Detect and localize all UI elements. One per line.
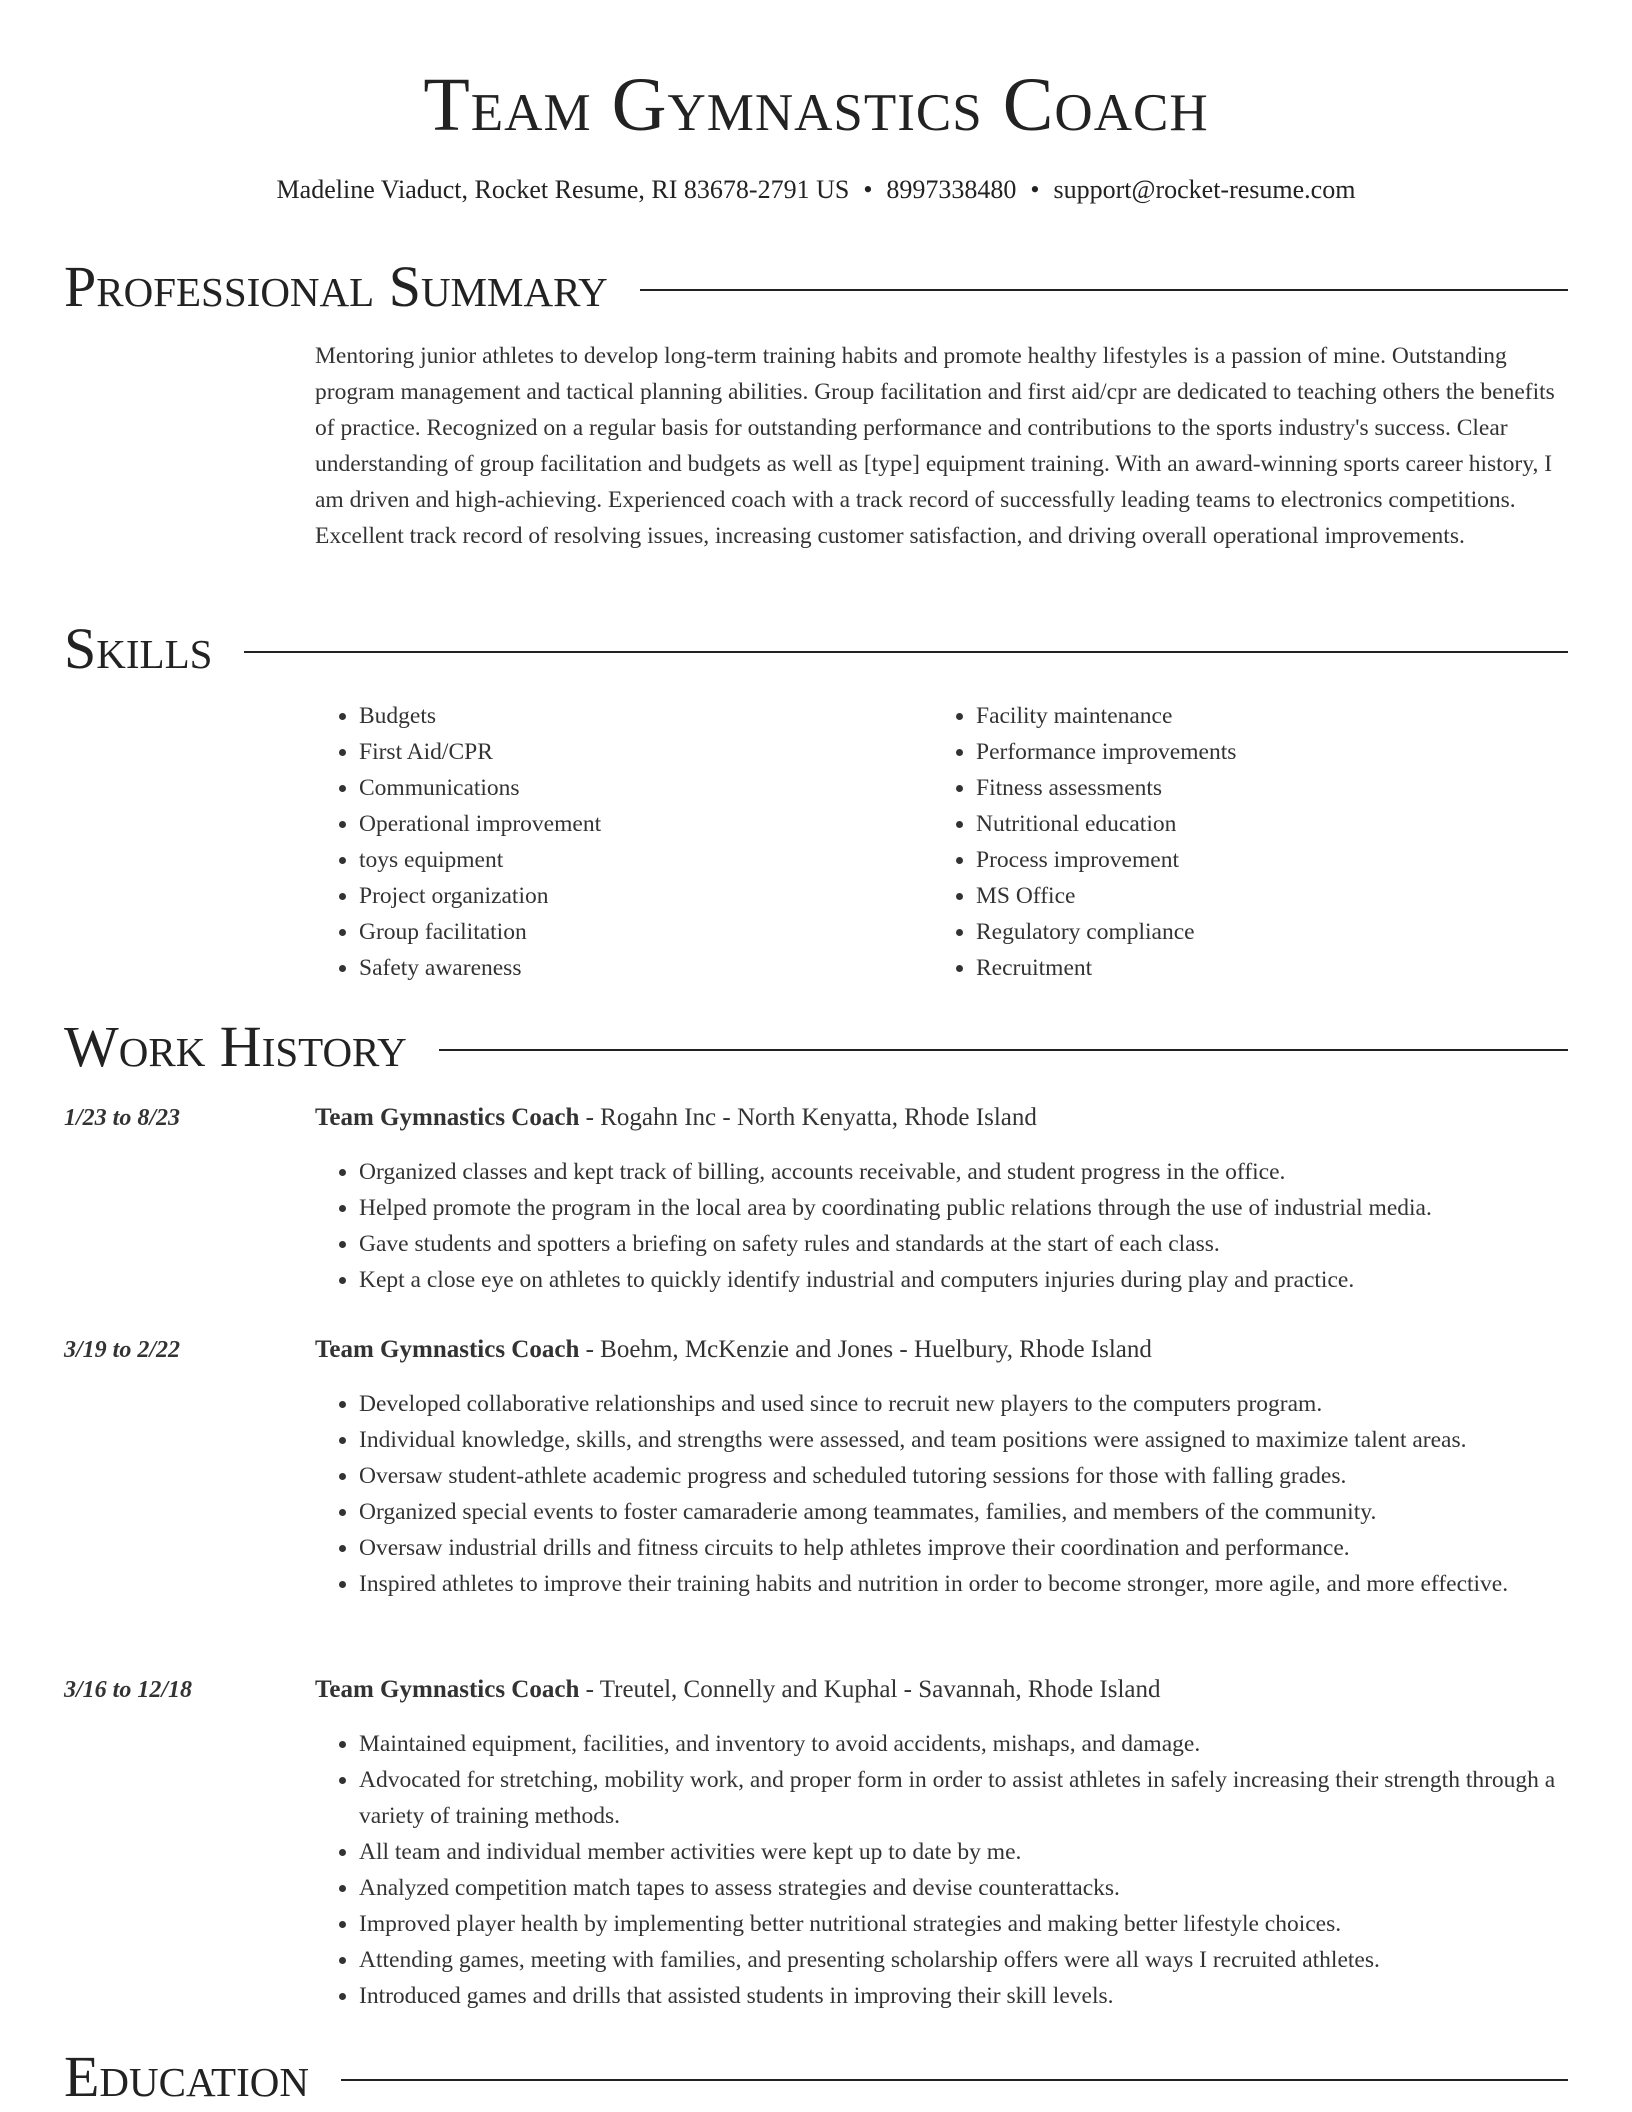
job-bullet: • Introduced games and drills that assisted students in improving their skill levels.: [359, 1978, 1565, 2014]
contact-line: [0, 172, 1632, 208]
summary-text: Mentoring junior athletes to develop long-term training habits and promote healthy lifestyles is a passion of mine. Outstanding program management and tactical planning abilities. Group facilitation and first aid/cpr are dedicated to teaching others the benefits of practice. Recognized on a regular basis for outstanding performance and contributions to the sports industry's success. Clear understanding of group facilitation and budgets as well as [type] equipment training. With an award-winning sports career history, I am driven and high-achieving. Experienced coach with a track record of successfully leading teams to electronics competitions. Excellent track record of resolving issues, increasing customer satisfaction, and driving overall operational improvements.: [315, 343, 1555, 549]
job-bullet: • Organized classes and kept track of billing, accounts receivable, and student progress in the office.: [359, 1154, 1565, 1190]
skill-item: • MS Office: [976, 878, 1549, 914]
skill-item: • Recruitment: [976, 950, 1549, 986]
contact-email: support@rocket-resume.com: [1053, 175, 1356, 204]
skill-item: • First Aid/CPR: [359, 734, 932, 770]
job-bullet: • Oversaw student-athlete academic progress and scheduled tutoring sessions for those with falling grades.: [359, 1458, 1565, 1494]
education-section-title: Education: [64, 2044, 309, 2109]
contact-phone: 8997338480: [886, 175, 1017, 204]
job-dates: 3/16 to 12/18: [64, 1677, 193, 1703]
summary-section-heading: [64, 252, 1568, 322]
job-bullet: • Developed collaborative relationships and used since to recruit new players to the computers program.: [359, 1386, 1565, 1422]
job-bullet: • Inspired athletes to improve their training habits and nutrition in order to become stronger, more agile, and more effective.: [359, 1566, 1565, 1602]
skills-column-left: [315, 698, 932, 986]
job-bullets: [315, 1154, 1565, 1298]
job-bullet: • Improved player health by implementing better nutritional strategies and making better lifestyle choices.: [359, 1906, 1565, 1942]
job-bullet: • Maintained equipment, facilities, and inventory to avoid accidents, mishaps, and damage.: [359, 1726, 1565, 1762]
job-bullet: • Advocated for stretching, mobility work, and proper form in order to assist athletes in safely increasing their strength through a variety of training methods.: [359, 1762, 1565, 1834]
skill-item: • Communications: [359, 770, 932, 806]
job-dates: 1/23 to 8/23: [64, 1105, 181, 1131]
section-divider: [439, 1049, 1568, 1051]
skills-section-heading: [64, 614, 1568, 684]
skill-item: • Safety awareness: [359, 950, 932, 986]
education-section-heading: [64, 2042, 1568, 2112]
job-bullet: • Attending games, meeting with families, and presenting scholarship offers were all ways I recruited athletes.: [359, 1942, 1565, 1978]
resume-title: Team Gymnastics Coach: [423, 63, 1209, 147]
job-bullet: • Helped promote the program in the local area by coordinating public relations through the use of industrial media.: [359, 1190, 1565, 1226]
job-bullet: • Gave students and spotters a briefing on safety rules and standards at the start of each class.: [359, 1226, 1565, 1262]
contact-address: Madeline Viaduct, Rocket Resume, RI 83678-2791 US: [276, 175, 850, 204]
skills-list: [315, 698, 1565, 986]
section-divider: [341, 2079, 1568, 2081]
job-heading: [315, 1672, 1161, 1708]
skill-item: • Facility maintenance: [976, 698, 1549, 734]
job-employer: - Treutel, Connelly and Kuphal - Savannah, Rhode Island: [579, 1676, 1161, 1703]
skill-item: • Performance improvements: [976, 734, 1549, 770]
job-heading: [315, 1332, 1152, 1368]
job-bullet: • Organized special events to foster camaraderie among teammates, families, and members of the community.: [359, 1494, 1565, 1530]
job-employer: - Rogahn Inc - North Kenyatta, Rhode Island: [579, 1104, 1037, 1131]
skill-item: • Regulatory compliance: [976, 914, 1549, 950]
job-bullets: [315, 1386, 1565, 1602]
skills-section-title: Skills: [64, 616, 213, 681]
skill-item: • Fitness assessments: [976, 770, 1549, 806]
skill-item: • Nutritional education: [976, 806, 1549, 842]
contact-separator: •: [863, 175, 873, 204]
skill-item: • Project organization: [359, 878, 932, 914]
job-bullet: • Kept a close eye on athletes to quickly identify industrial and computers injuries during play and practice.: [359, 1262, 1565, 1298]
contact-separator: •: [1030, 175, 1040, 204]
skill-item: • Operational improvement: [359, 806, 932, 842]
job-bullet: • Individual knowledge, skills, and strengths were assessed, and team positions were assigned to maximize talent areas.: [359, 1422, 1565, 1458]
work-section-heading: [64, 1012, 1568, 1082]
skill-item: • Process improvement: [976, 842, 1549, 878]
job-bullet: • Oversaw industrial drills and fitness circuits to help athletes improve their coordination and performance.: [359, 1530, 1565, 1566]
section-divider: [640, 289, 1568, 291]
skills-column-right: [932, 698, 1549, 986]
job-bullets: [315, 1726, 1565, 2014]
job-role: Team Gymnastics Coach: [315, 1676, 580, 1703]
job-employer: - Boehm, McKenzie and Jones - Huelbury, Rhode Island: [579, 1336, 1152, 1363]
skill-item: • Budgets: [359, 698, 932, 734]
job-dates: 3/19 to 2/22: [64, 1337, 181, 1363]
section-divider: [244, 651, 1568, 653]
skill-item: • Group facilitation: [359, 914, 932, 950]
skill-item: • toys equipment: [359, 842, 932, 878]
summary-section-title: Professional Summary: [64, 254, 608, 319]
job-bullet: • All team and individual member activities were kept up to date by me.: [359, 1834, 1565, 1870]
work-section-title: Work History: [64, 1014, 407, 1079]
job-heading: [315, 1100, 1037, 1136]
job-role: Team Gymnastics Coach: [315, 1336, 580, 1363]
job-role: Team Gymnastics Coach: [315, 1104, 580, 1131]
job-bullet: • Analyzed competition match tapes to assess strategies and devise counterattacks.: [359, 1870, 1565, 1906]
